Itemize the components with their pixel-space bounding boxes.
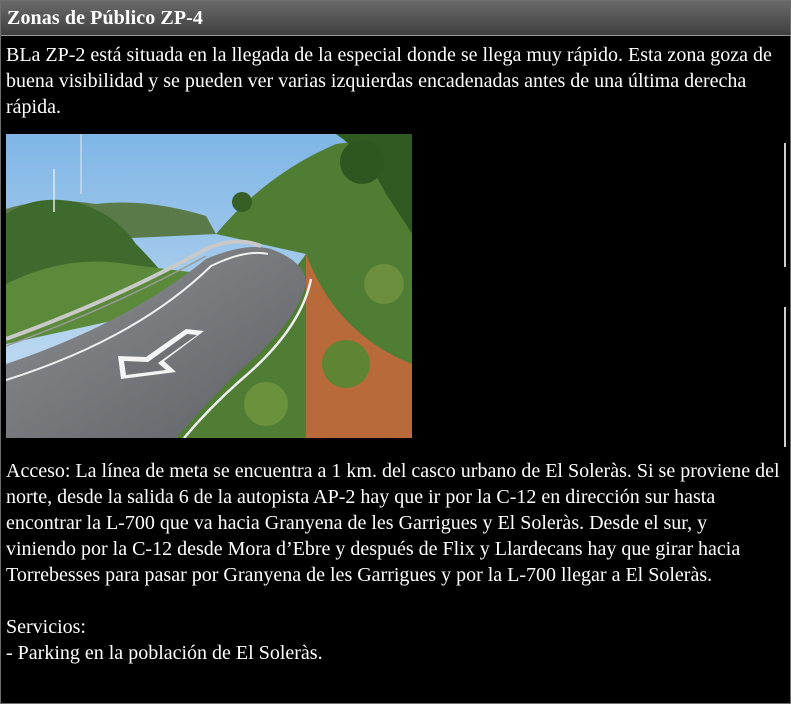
services-heading: Servicios: bbox=[6, 616, 86, 638]
scroll-indicator bbox=[784, 143, 786, 267]
panel-content bbox=[1, 36, 790, 666]
road-photo bbox=[6, 134, 412, 438]
panel-title-bar bbox=[1, 1, 790, 36]
access-paragraph: Acceso: La línea de meta se encuentra a 1 km. del casco urbano de El Soleràs. Si se proviene del norte, desde la salida 6 de la autopista AP-2 hay que ir por la C-12 en dirección sur hasta encontrar la L-700 que va hacia Granyena de les Garrigues y El Soleràs. Desde el sur, y viniendo por la C-12 desde Mora d’Ebre y después de Flix y Llardecans hay que girar hacia Torrebesses para pasar por Granyena de les Garrigues y por la L-700 llegar a El Soleràs. bbox=[6, 460, 780, 586]
scroll-indicator bbox=[784, 307, 786, 447]
panel-title: Zonas de Público ZP-4 bbox=[7, 6, 204, 29]
services-item: - Parking en la población de El Soleràs. bbox=[6, 642, 323, 664]
intro-paragraph: BLa ZP-2 está situada en la llegada de la especial donde se llega muy rápido. Esta zona goza de buena visibilidad y se pueden ver varias izquierdas encadenadas antes de una última derecha rápida. bbox=[6, 44, 772, 118]
